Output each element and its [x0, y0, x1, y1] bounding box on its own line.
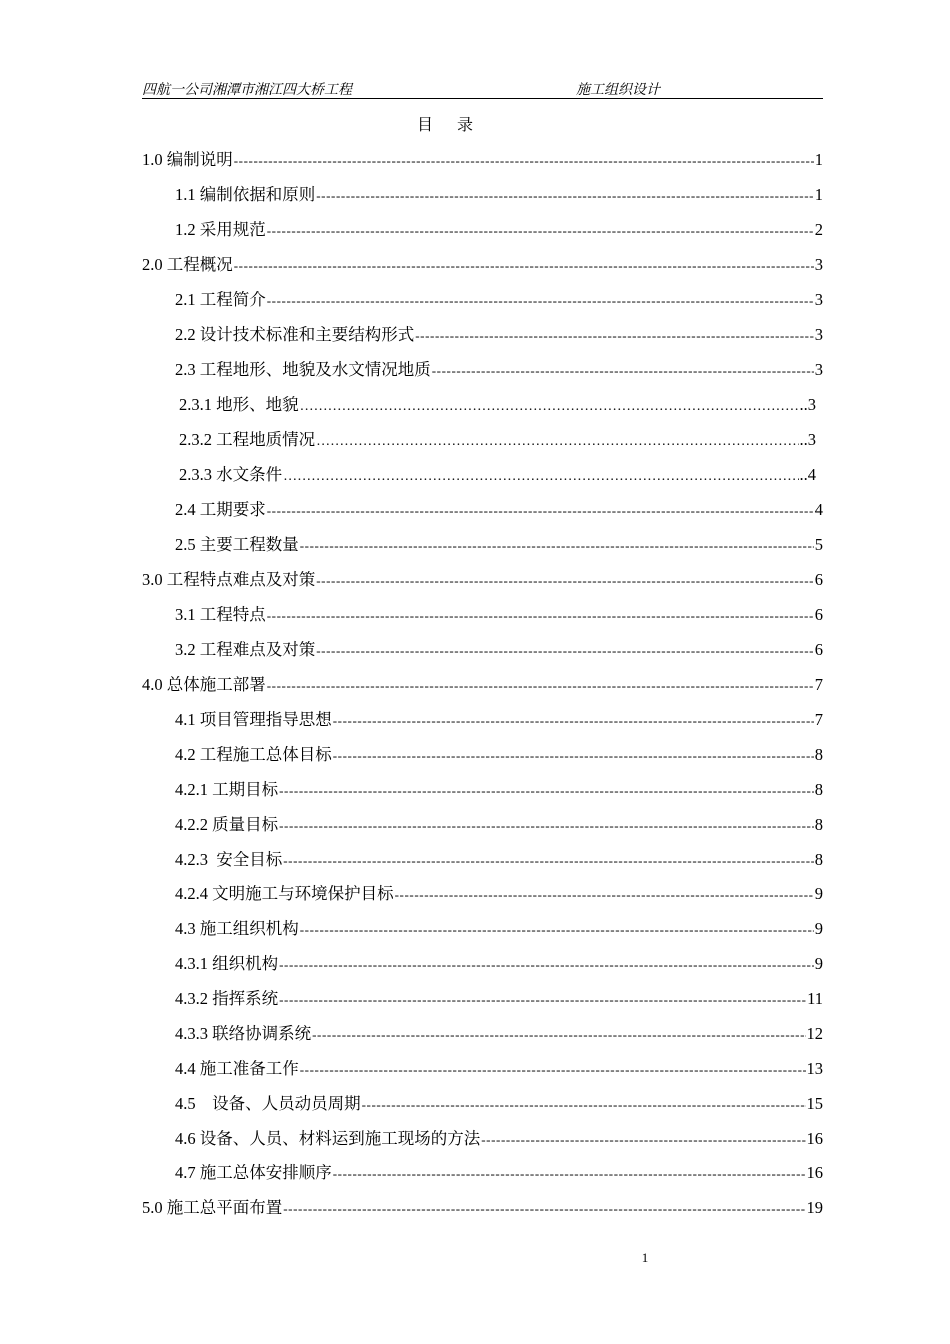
toc-entry-text: 4.3.1 组织机构	[175, 954, 279, 973]
toc-entry-text: 4.0 总体施工部署	[142, 675, 266, 694]
toc-leader	[283, 853, 814, 869]
toc-entry[interactable]	[175, 356, 823, 380]
toc-entry[interactable]	[175, 636, 823, 660]
toc-leader	[481, 1132, 805, 1148]
toc-entry-text: 2.0 工程概况	[142, 255, 233, 274]
toc-entry-page: 9	[814, 954, 823, 973]
toc-entry[interactable]	[175, 321, 823, 345]
toc-entry-page: .. 3	[800, 430, 817, 450]
toc-entry-page: 16	[806, 1163, 823, 1182]
toc-entry-text: 3.1 工程特点	[175, 605, 266, 624]
toc-entry-text: 1.2 采用规范	[175, 220, 266, 239]
toc-leader	[300, 399, 799, 415]
toc-entry-text: 5.0 施工总平面布置	[142, 1198, 283, 1217]
toc-entry[interactable]	[175, 1020, 823, 1044]
toc-entry-page: 9	[814, 884, 823, 903]
toc-entry-text: 4.7 施工总体安排顺序	[175, 1163, 332, 1182]
toc-entry-text: 4.3 施工组织机构	[175, 919, 299, 938]
toc-leader	[415, 328, 814, 344]
toc-entry-page: 7	[814, 675, 823, 694]
toc-leader	[283, 1201, 805, 1217]
toc-leader	[316, 434, 798, 450]
toc-leader	[432, 363, 814, 379]
toc-entry-text: 4.2.1 工期目标	[175, 780, 279, 799]
page-header	[142, 78, 823, 99]
toc-leader	[267, 223, 814, 239]
toc-leader	[267, 678, 814, 694]
toc-entry-text: 2.4 工期要求	[175, 500, 266, 519]
toc-entry[interactable]	[175, 1125, 823, 1149]
toc-entry[interactable]	[142, 251, 823, 275]
toc-entry-page: 8	[814, 745, 823, 764]
toc-leader	[279, 957, 814, 973]
toc-entry-text: 4.3.2 指挥系统	[175, 989, 279, 1008]
toc-leader	[279, 818, 814, 834]
toc-entry-page: .. 3	[800, 395, 817, 415]
toc-entry-text: 1.0 编制说明	[142, 150, 233, 169]
toc-entry-page: 9	[814, 919, 823, 938]
toc-entry-page: 6	[814, 570, 823, 589]
toc-leader	[300, 538, 814, 554]
toc-leader	[267, 608, 814, 624]
toc-entry-text: 3.0 工程特点难点及对策	[142, 570, 316, 589]
toc-entry-page: 3	[814, 360, 823, 379]
toc-leader	[267, 293, 814, 309]
toc-entry-text: 2.3.2 工程地质情况	[179, 430, 316, 449]
toc-entry-page: 1	[814, 150, 823, 169]
toc-entry-text: 4.5 设备、人员动员周期	[175, 1094, 361, 1113]
toc-entry[interactable]	[175, 1055, 823, 1079]
page-number: 1	[641, 1250, 649, 1265]
toc-leader	[300, 1062, 806, 1078]
toc-entry-text: 2.5 主要工程数量	[175, 535, 299, 554]
toc-entry[interactable]	[175, 181, 823, 205]
toc-entry[interactable]	[175, 601, 823, 625]
header-project-title: 四航一公司湘潭市湘江四大桥工程	[142, 82, 352, 98]
toc-leader	[395, 887, 814, 903]
toc-entry-text: 2.1 工程简介	[175, 290, 266, 309]
toc-entry[interactable]	[175, 776, 823, 800]
toc-leader	[234, 258, 814, 274]
toc-entry[interactable]	[175, 1159, 823, 1183]
toc-leader	[316, 188, 814, 204]
toc-entry-text: 3.2 工程难点及对策	[175, 640, 316, 659]
toc-entry[interactable]	[175, 286, 823, 310]
toc-entry-page: 6	[814, 605, 823, 624]
toc-entry[interactable]	[175, 915, 823, 939]
toc-entry-page: 5	[814, 535, 823, 554]
toc-entry-text: 4.3.3 联络协调系统	[175, 1024, 312, 1043]
toc-entry-page: 13	[806, 1059, 823, 1078]
toc-entry[interactable]	[179, 391, 816, 415]
toc-entry-page: 8	[814, 780, 823, 799]
toc-entry-page: 3	[814, 255, 823, 274]
toc-leader	[333, 713, 814, 729]
toc-entry-text: 4.2 工程施工总体目标	[175, 745, 332, 764]
toc-entry[interactable]	[175, 880, 823, 904]
toc-leader	[333, 1166, 806, 1182]
toc-leader	[283, 469, 798, 485]
toc-entry-page: 7	[814, 710, 823, 729]
toc-entry-text: 4.2.2 质量目标	[175, 815, 279, 834]
toc-entry[interactable]	[179, 426, 816, 450]
toc-entry[interactable]	[142, 1194, 823, 1218]
toc-leader	[279, 783, 814, 799]
toc-entry[interactable]	[175, 811, 823, 835]
toc-entry-page: 2	[814, 220, 823, 239]
toc-entry[interactable]	[175, 741, 823, 765]
toc-title: 目 录	[416, 117, 483, 134]
toc-entry[interactable]	[142, 566, 823, 590]
toc-entry-page: 11	[807, 989, 823, 1008]
toc-entry[interactable]	[175, 216, 823, 240]
toc-entry[interactable]	[175, 846, 823, 870]
toc-entry-text: 2.3.3 水文条件	[179, 465, 283, 484]
toc-entry-text: 1.1 编制依据和原则	[175, 185, 316, 204]
toc-entry-page: 6	[814, 640, 823, 659]
toc-entry-page: .. 4	[800, 465, 817, 485]
toc-entry-page: 19	[806, 1198, 823, 1217]
toc-entry-page: 3	[814, 325, 823, 344]
toc-entry[interactable]	[175, 950, 823, 974]
toc-entry[interactable]	[175, 1090, 823, 1114]
toc-entry-text: 4.1 项目管理指导思想	[175, 710, 332, 729]
toc-leader	[300, 922, 814, 938]
toc-entry-text: 4.4 施工准备工作	[175, 1059, 299, 1078]
toc-leader	[312, 1027, 805, 1043]
toc-entry[interactable]	[175, 985, 823, 1009]
toc-entry[interactable]	[142, 671, 823, 695]
toc-entry-page: 8	[814, 850, 823, 869]
toc-leader	[316, 643, 814, 659]
toc-entry[interactable]	[175, 706, 823, 730]
toc-leader	[316, 573, 814, 589]
toc-leader	[333, 748, 814, 764]
toc-entry-page: 8	[814, 815, 823, 834]
toc-entry-text: 4.6 设备、人员、材料运到施工现场的方法	[175, 1129, 481, 1148]
toc-entry-page: 12	[806, 1024, 823, 1043]
toc-entry[interactable]	[175, 531, 823, 555]
toc-entry-text: 4.2.3 安全目标	[175, 850, 283, 869]
toc-leader	[279, 992, 806, 1008]
toc-entry-text: 2.2 设计技术标准和主要结构形式	[175, 325, 415, 344]
header-document-type: 施工组织设计	[576, 82, 660, 98]
toc-leader	[362, 1097, 806, 1113]
toc-entry-page: 3	[814, 290, 823, 309]
toc-entry[interactable]	[142, 146, 823, 170]
toc-entry-page: 16	[806, 1129, 823, 1148]
toc-entry[interactable]	[179, 461, 816, 485]
toc-entry-page: 1	[814, 185, 823, 204]
toc-entry-page: 4	[814, 500, 823, 519]
toc-leader	[234, 153, 814, 169]
toc-entry[interactable]	[175, 496, 823, 520]
toc-leader	[267, 503, 814, 519]
toc-entry-text: 4.2.4 文明施工与环境保护目标	[175, 884, 394, 903]
toc-entry-text: 2.3 工程地形、地貌及水文情况地质	[175, 360, 431, 379]
toc-entry-page: 15	[806, 1094, 823, 1113]
toc-entry-text: 2.3.1 地形、地貌	[179, 395, 299, 414]
